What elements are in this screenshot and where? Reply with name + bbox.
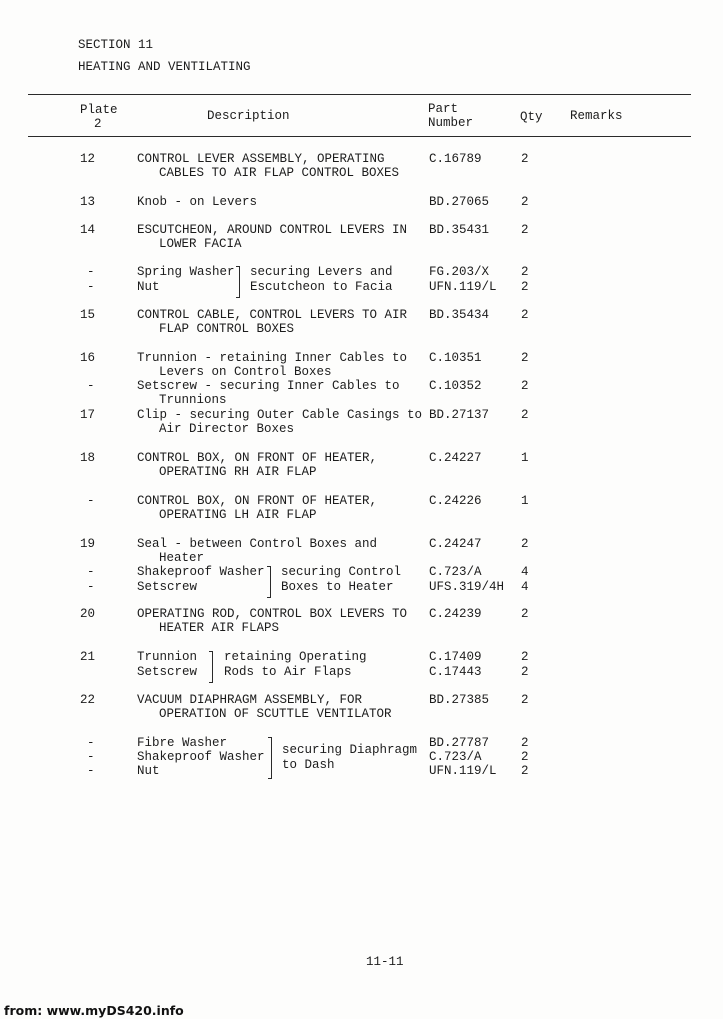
quantity: 2 <box>521 650 529 664</box>
section-title: HEATING AND VENTILATING <box>78 60 251 74</box>
plate-ref: - <box>87 265 95 279</box>
part-description: CONTROL CABLE, CONTROL LEVERS TO AIR FLAP CONTROL BOXES <box>137 308 408 336</box>
part-description: Knob - on Levers <box>137 195 258 209</box>
part-number: UFN.119/L <box>429 280 497 294</box>
plate-ref: 20 <box>80 607 96 621</box>
part-number: C.723/A <box>429 565 482 579</box>
quantity: 4 <box>521 580 529 594</box>
group-note: Escutcheon to Facia <box>250 280 393 294</box>
part-number: C.24239 <box>429 607 482 621</box>
part-number: BD.27787 <box>429 736 490 750</box>
plate-ref: - <box>87 736 95 750</box>
col-plate-header: Plate 2 <box>80 103 118 131</box>
part-description: Shakeproof Washer <box>137 750 265 764</box>
part-description: Nut <box>137 764 160 778</box>
quantity: 2 <box>521 764 529 778</box>
group-note: retaining Operating <box>224 650 367 664</box>
quantity: 2 <box>521 265 529 279</box>
quantity: 2 <box>521 665 529 679</box>
quantity: 2 <box>521 750 529 764</box>
quantity: 2 <box>521 607 529 621</box>
quantity: 1 <box>521 451 529 465</box>
part-description: Shakeproof Washer <box>137 565 265 579</box>
plate-ref: - <box>87 764 95 778</box>
part-description: Setscrew - securing Inner Cables to Trunnions <box>137 379 400 407</box>
quantity: 2 <box>521 736 529 750</box>
quantity: 2 <box>521 693 529 707</box>
part-number: BD.27385 <box>429 693 490 707</box>
quantity: 1 <box>521 494 529 508</box>
source-footer: from: www.myDS420.info <box>4 1003 184 1018</box>
group-note: securing Diaphragm <box>282 743 418 757</box>
part-description: CONTROL LEVER ASSEMBLY, OPERATING CABLES TO AIR FLAP CONTROL BOXES <box>137 152 400 180</box>
plate-ref: - <box>87 750 95 764</box>
plate-ref: 21 <box>80 650 96 664</box>
part-description: Setscrew <box>137 580 198 594</box>
section-heading: SECTION 11 <box>78 38 154 52</box>
plate-ref: - <box>87 280 95 294</box>
part-number: C.10351 <box>429 351 482 365</box>
quantity: 2 <box>521 223 529 237</box>
part-number: C.17409 <box>429 650 482 664</box>
part-description: CONTROL BOX, ON FRONT OF HEATER, OPERATING LH AIR FLAP <box>137 494 378 522</box>
plate-ref: 18 <box>80 451 96 465</box>
part-number: UFS.319/4H <box>429 580 505 594</box>
quantity: 2 <box>521 152 529 166</box>
table-header-rule <box>28 136 691 137</box>
quantity: 2 <box>521 280 529 294</box>
quantity: 2 <box>521 351 529 365</box>
part-number: BD.27137 <box>429 408 490 422</box>
part-description: Seal - between Control Boxes and Heater <box>137 537 378 565</box>
col-qty-header: Qty <box>520 110 543 124</box>
part-description: CONTROL BOX, ON FRONT OF HEATER, OPERATING RH AIR FLAP <box>137 451 378 479</box>
part-description: Fibre Washer <box>137 736 228 750</box>
col-part-header: Part Number <box>428 102 474 130</box>
part-number: C.24247 <box>429 537 482 551</box>
plate-ref: 19 <box>80 537 96 551</box>
part-number: C.723/A <box>429 750 482 764</box>
part-number: C.17443 <box>429 665 482 679</box>
part-description: Clip - securing Outer Cable Casings to Air Director Boxes <box>137 408 423 436</box>
part-description: ESCUTCHEON, AROUND CONTROL LEVERS IN LOWER FACIA <box>137 223 408 251</box>
col-remarks-header: Remarks <box>570 109 623 123</box>
plate-ref: 17 <box>80 408 96 422</box>
group-note: Rods to Air Flaps <box>224 665 352 679</box>
group-note: Boxes to Heater <box>281 580 394 594</box>
quantity: 2 <box>521 308 529 322</box>
group-note: securing Control <box>281 565 402 579</box>
bracket <box>268 737 272 779</box>
col-description-header: Description <box>207 109 290 123</box>
group-note: securing Levers and <box>250 265 393 279</box>
part-number: FG.203/X <box>429 265 490 279</box>
plate-ref: 13 <box>80 195 96 209</box>
plate-ref: 22 <box>80 693 96 707</box>
part-number: BD.35434 <box>429 308 490 322</box>
part-number: C.24227 <box>429 451 482 465</box>
bracket <box>236 266 240 298</box>
part-number: C.16789 <box>429 152 482 166</box>
part-description: OPERATING ROD, CONTROL BOX LEVERS TO HEATER AIR FLAPS <box>137 607 408 635</box>
plate-ref: 14 <box>80 223 96 237</box>
part-number: UFN.119/L <box>429 764 497 778</box>
plate-ref: - <box>87 494 95 508</box>
plate-ref: 12 <box>80 152 96 166</box>
part-description: Spring Washer <box>137 265 235 279</box>
part-number: BD.27065 <box>429 195 490 209</box>
page-number: 11-11 <box>366 955 404 969</box>
part-description: Nut <box>137 280 160 294</box>
part-description: Trunnion - retaining Inner Cables to Levers on Control Boxes <box>137 351 408 379</box>
part-number: C.10352 <box>429 379 482 393</box>
part-number: C.24226 <box>429 494 482 508</box>
group-note: to Dash <box>282 758 335 772</box>
part-number: BD.35431 <box>429 223 490 237</box>
quantity: 2 <box>521 379 529 393</box>
plate-ref: - <box>87 379 95 393</box>
plate-ref: 15 <box>80 308 96 322</box>
quantity: 2 <box>521 537 529 551</box>
table-top-rule <box>28 94 691 95</box>
quantity: 4 <box>521 565 529 579</box>
part-description: Setscrew <box>137 665 198 679</box>
bracket <box>267 566 271 598</box>
plate-ref: - <box>87 580 95 594</box>
part-description: VACUUM DIAPHRAGM ASSEMBLY, FOR OPERATION OF SCUTTLE VENTILATOR <box>137 693 392 721</box>
quantity: 2 <box>521 195 529 209</box>
plate-ref: 16 <box>80 351 96 365</box>
part-description: Trunnion <box>137 650 198 664</box>
bracket <box>209 651 213 683</box>
plate-ref: - <box>87 565 95 579</box>
quantity: 2 <box>521 408 529 422</box>
